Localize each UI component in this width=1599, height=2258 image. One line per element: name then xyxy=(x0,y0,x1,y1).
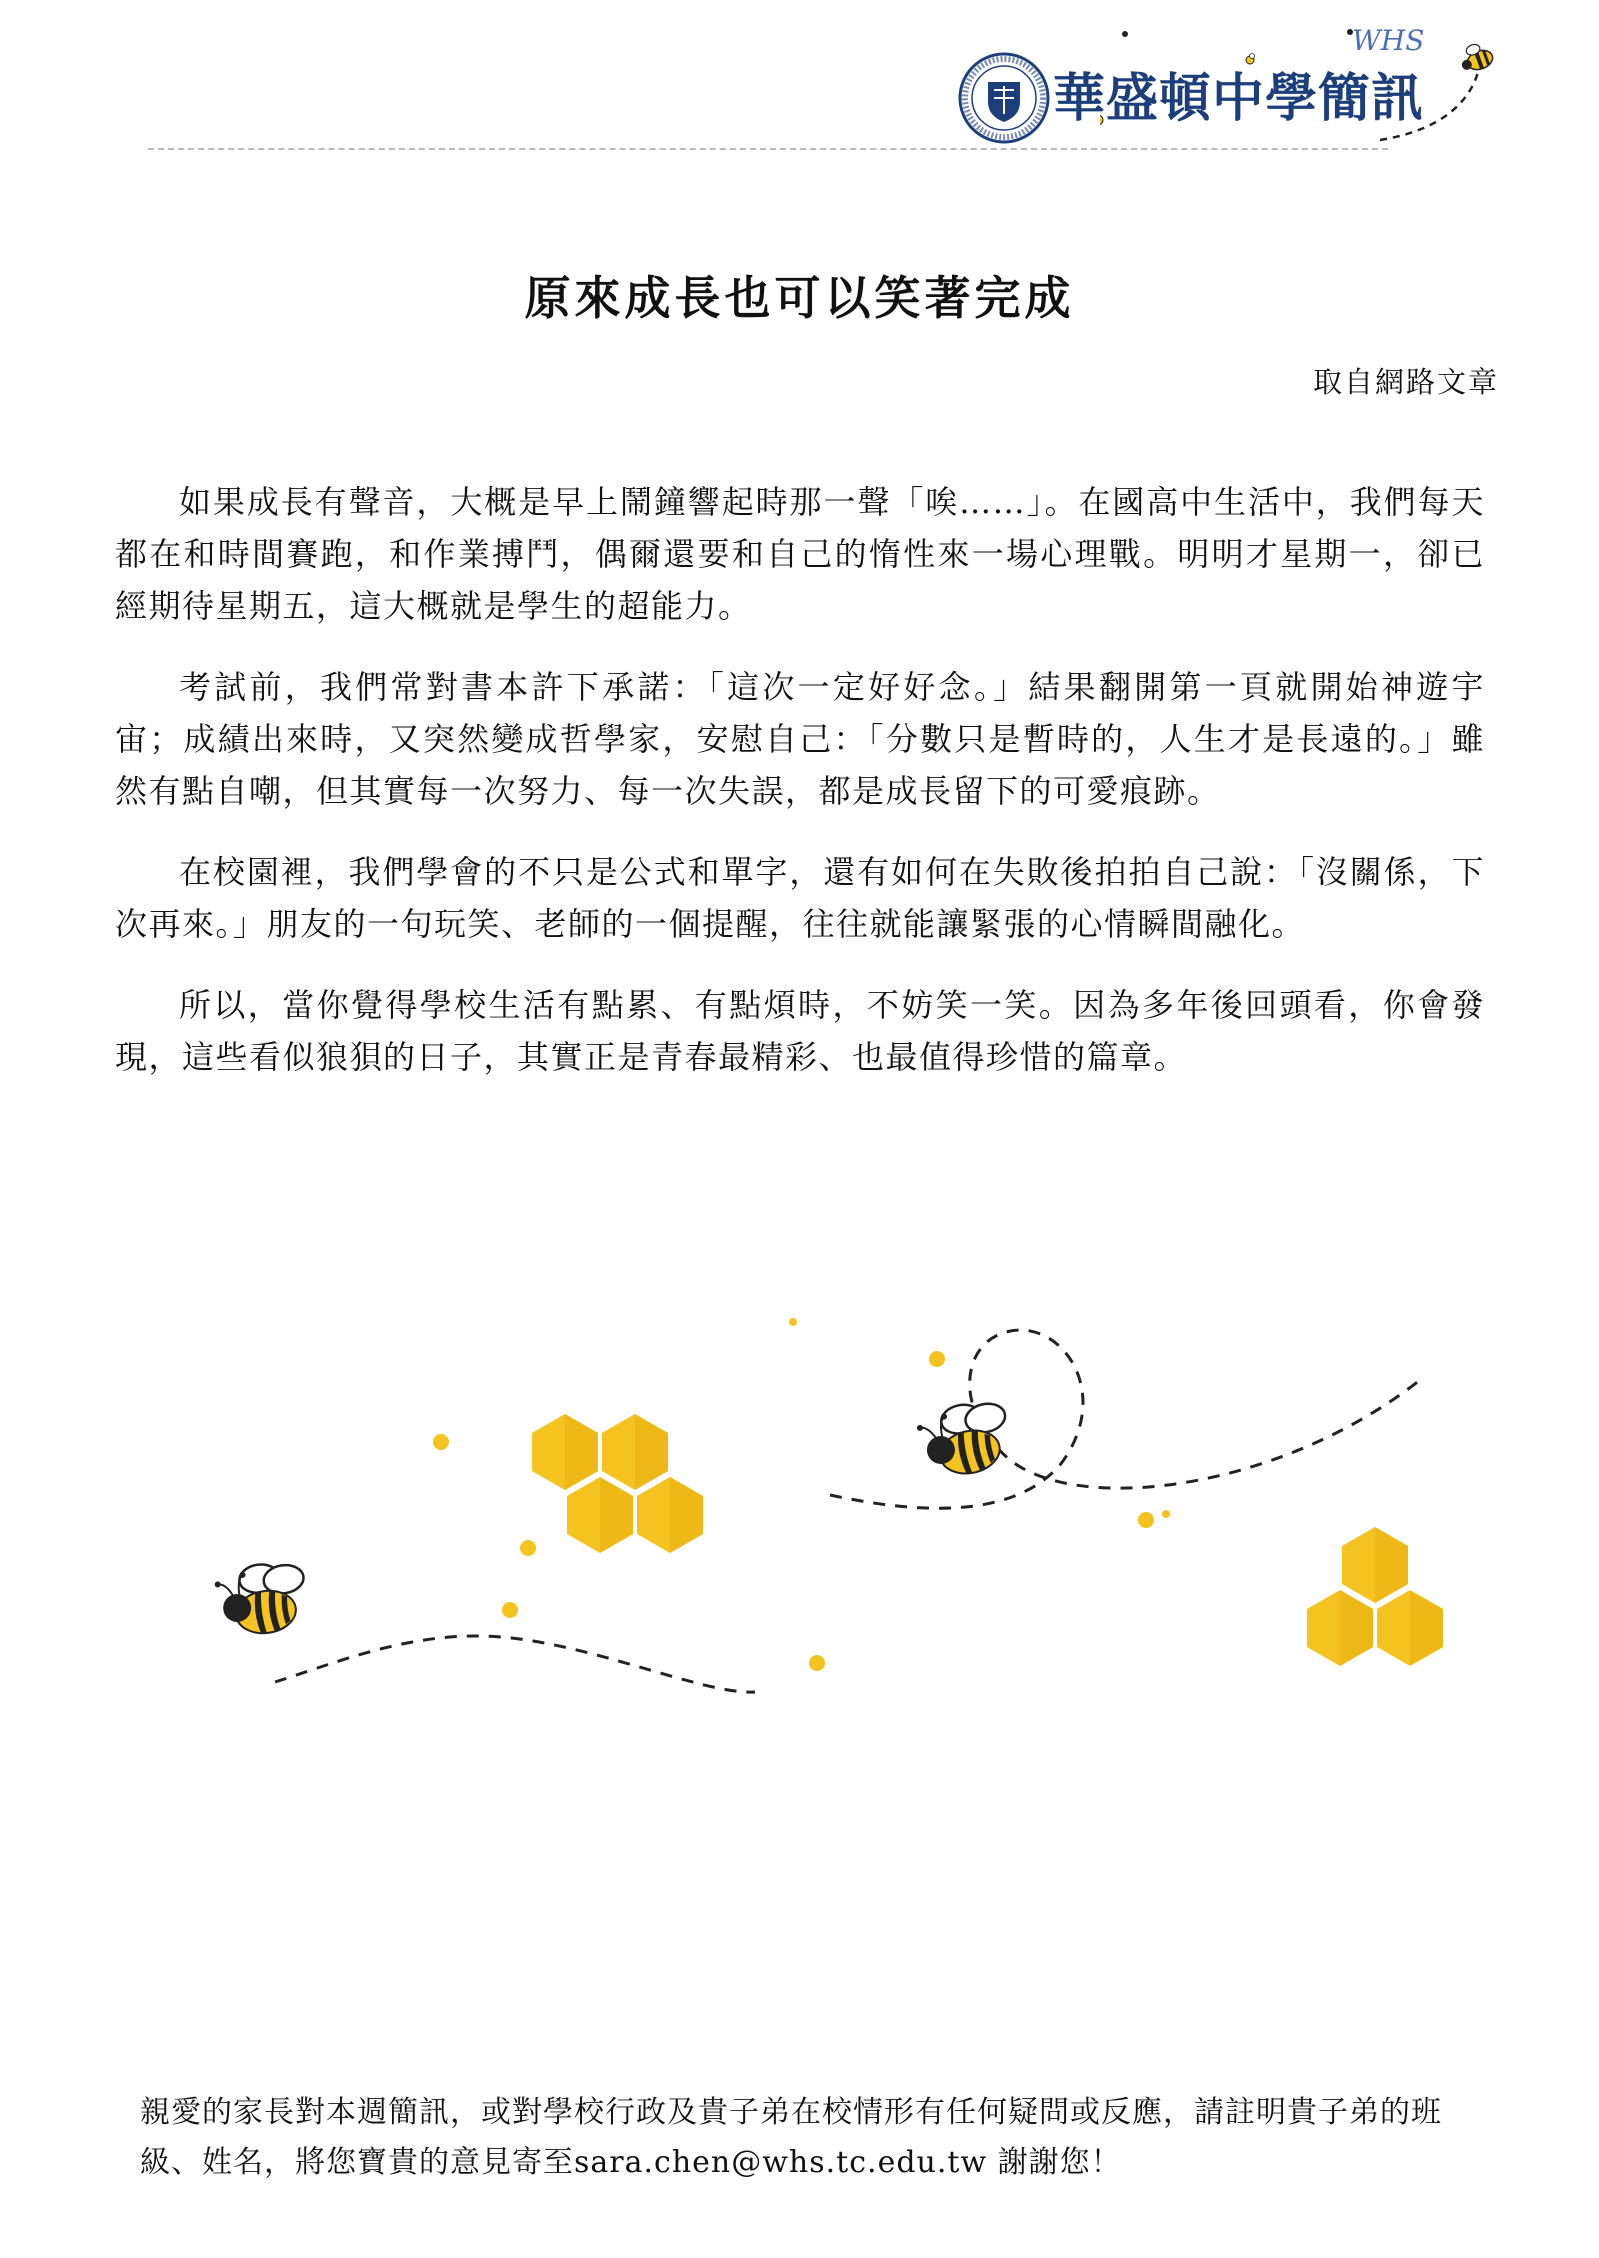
bee-icon xyxy=(213,1559,311,1640)
footer-thanks: 謝謝您！ xyxy=(987,2145,1122,2180)
header-divider xyxy=(148,148,1388,150)
newsletter-header xyxy=(0,0,1599,160)
article-paragraph: 如果成長有聲音，大概是早上鬧鐘響起時那一聲「唉……」。在國高中生活中，我們每天都在和時間賽跑，和作業搏鬥，偶爾還要和自己的惰性來一場心理戰。明明才星期一，卻已經期待星期五，這大概就是學生的超能力。 xyxy=(115,483,1485,625)
article-paragraph: 所以，當你覺得學校生活有點累、有點煩時，不妨笑一笑。因為多年後回頭看，你會發現，這些看似狼狽的日子，其實正是青春最精彩、也最值得珍惜的篇章。 xyxy=(115,986,1485,1076)
school-seal-icon xyxy=(958,52,1050,144)
honeycomb-icon xyxy=(1307,1527,1443,1666)
contact-footer xyxy=(140,2088,1500,2188)
article-paragraph: 在校園裡，我們學會的不只是公式和單字，還有如何在失敗後拍拍自己說：「沒關係，下次再來。」朋友的一句玩笑、老師的一個提醒，往往就能讓緊張的心情瞬間融化。 xyxy=(115,853,1485,943)
article-body xyxy=(115,476,1485,1112)
contact-email[interactable]: sara.chen@whs.tc.edu.tw xyxy=(574,2145,988,2180)
bee-icon xyxy=(914,1396,1015,1482)
school-abbreviation: WHS xyxy=(1352,24,1425,57)
bees-honeycomb-illustration xyxy=(180,1290,1480,1730)
footer-message: 親愛的家長對本週簡訊，或對學校行政及貴子弟在校情形有任何疑問或反應，請註明貴子弟的班級、姓名，將您寶貴的意見寄至 xyxy=(140,2095,1442,2180)
honeycomb-icon xyxy=(532,1414,703,1553)
article-paragraph: 考試前，我們常對書本許下承諾：「這次一定好好念。」結果翻開第一頁就開始神遊宇宙；成績出來時，又突然變成哲學家，安慰自己：「分數只是暫時的，人生才是長遠的。」雖然有點自嘲，但其實每一次努力、每一次失誤，都是成長留下的可愛痕跡。 xyxy=(115,668,1485,810)
school-newsletter-title: 華盛頓中學簡訊 xyxy=(1053,69,1425,129)
article-title: 原來成長也可以笑著完成 xyxy=(524,271,1075,325)
article-source: 取自網路文章 xyxy=(1312,365,1499,399)
